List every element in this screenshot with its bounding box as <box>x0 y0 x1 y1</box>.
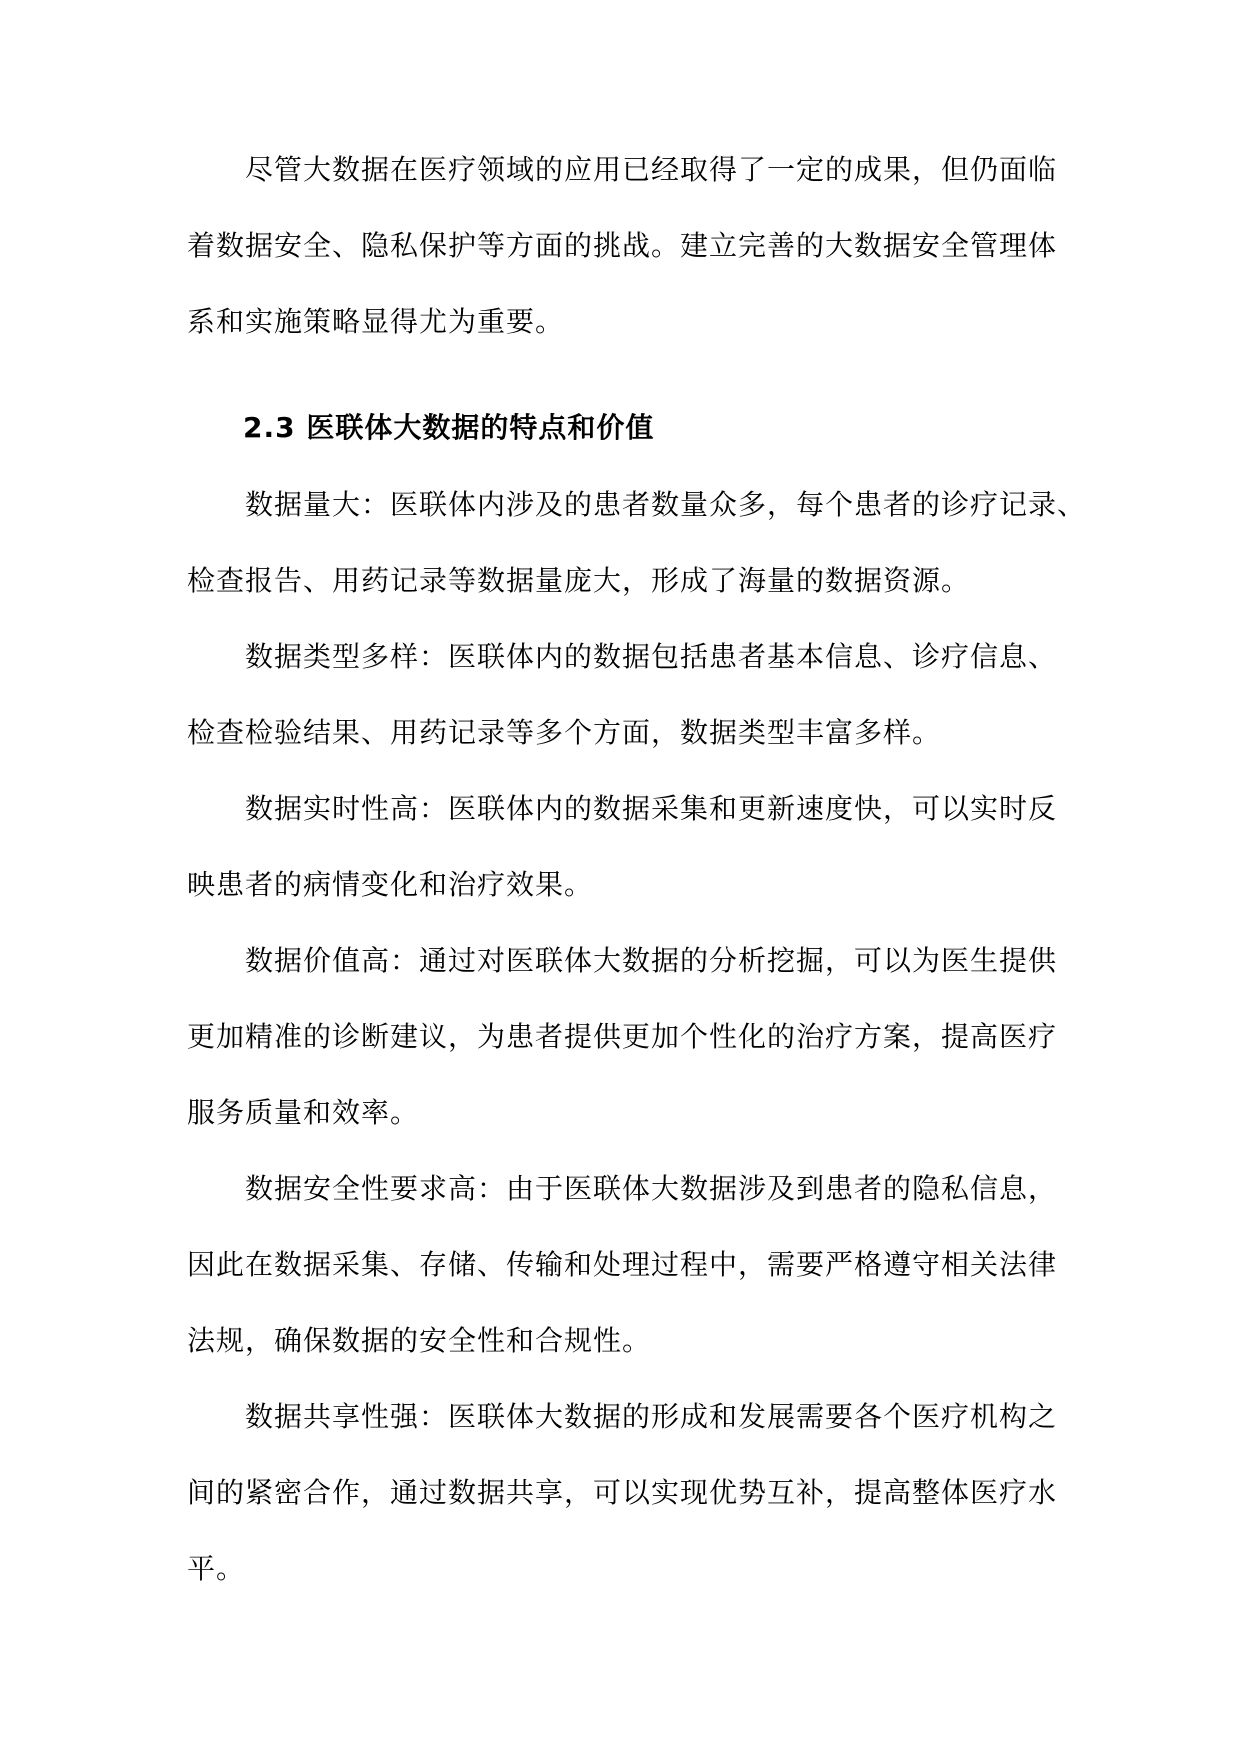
paragraph-4-line-2: 更加精准的诊断建议，为患者提供更加个性化的治疗方案，提高医疗 <box>187 1020 1058 1053</box>
paragraph-2-line-2: 检查检验结果、用药记录等多个方面，数据类型丰富多样。 <box>187 716 942 749</box>
paragraph-6-line-2: 间的紧密合作，通过数据共享，可以实现优势互补，提高整体医疗水 <box>187 1476 1058 1509</box>
intro-line-1: 尽管大数据在医疗领域的应用已经取得了一定的成果，但仍面临 <box>245 153 1058 186</box>
paragraph-6-line-1: 数据共享性强：医联体大数据的形成和发展需要各个医疗机构之 <box>245 1400 1058 1433</box>
paragraph-5-line-1: 数据安全性要求高：由于医联体大数据涉及到患者的隐私信息， <box>245 1172 1058 1205</box>
paragraph-3-line-1: 数据实时性高：医联体内的数据采集和更新速度快，可以实时反 <box>245 792 1058 825</box>
intro-line-3: 系和实施策略显得尤为重要。 <box>187 305 565 338</box>
paragraph-4-line-3: 服务质量和效率。 <box>187 1096 420 1129</box>
paragraph-5-line-2: 因此在数据采集、存储、传输和处理过程中，需要严格遵守相关法律 <box>187 1248 1058 1281</box>
paragraph-6-line-3: 平。 <box>187 1552 246 1585</box>
paragraph-2-line-1: 数据类型多样：医联体内的数据包括患者基本信息、诊疗信息、 <box>245 640 1058 673</box>
paragraph-1-line-2: 检查报告、用药记录等数据量庞大，形成了海量的数据资源。 <box>187 564 971 597</box>
section-heading: 2.3 医联体大数据的特点和价值 <box>243 411 655 444</box>
paragraph-1-line-1: 数据量大：医联体内涉及的患者数量众多，每个患者的诊疗记录、 <box>245 488 1087 521</box>
paragraph-5-line-3: 法规，确保数据的安全性和合规性。 <box>187 1324 652 1357</box>
paragraph-4-line-1: 数据价值高：通过对医联体大数据的分析挖掘，可以为医生提供 <box>245 944 1058 977</box>
intro-line-2: 着数据安全、隐私保护等方面的挑战。建立完善的大数据安全管理体 <box>187 229 1058 262</box>
paragraph-3-line-2: 映患者的病情变化和治疗效果。 <box>187 868 594 901</box>
